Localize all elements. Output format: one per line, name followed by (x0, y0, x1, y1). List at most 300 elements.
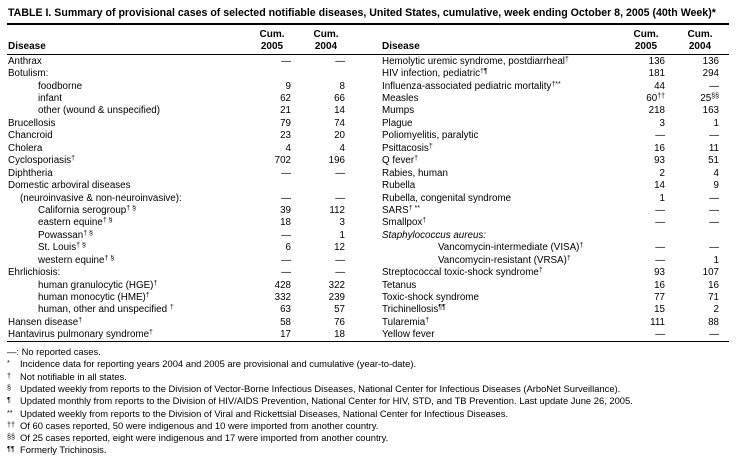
disease-name: Ehrlichiosis: (8, 267, 61, 279)
value: — (709, 80, 719, 92)
cum-value (675, 105, 729, 116)
value: 93 (654, 267, 665, 279)
footnote-marker: † (422, 217, 427, 225)
footnote-symbol: § (7, 382, 11, 392)
cum-value (301, 130, 355, 141)
footnote-marker: † (538, 267, 543, 275)
cum-value (247, 280, 301, 291)
disease-label (381, 205, 621, 216)
table-row (381, 130, 729, 142)
value: 16 (654, 142, 665, 154)
disease-name: human granulocytic (HGE) (38, 279, 154, 291)
table-row (381, 92, 729, 104)
cum-value (247, 155, 301, 166)
cum-value (247, 130, 301, 141)
cum-value (247, 230, 301, 241)
value: 39 (280, 204, 291, 216)
table-row (381, 279, 729, 291)
cum-value (675, 267, 729, 278)
disease-name: Rabies, human (382, 167, 448, 179)
value: 71 (708, 292, 719, 304)
cum-value (301, 143, 355, 154)
value: 136 (648, 55, 665, 67)
disease-name: Plague (382, 117, 413, 129)
value: 6 (285, 242, 291, 254)
cum-value (621, 81, 675, 92)
value: — (655, 130, 665, 142)
value: — (335, 167, 345, 179)
disease-label (7, 93, 247, 104)
disease-label (381, 93, 621, 104)
cum-value (675, 180, 729, 191)
footnote-symbol: * (7, 358, 10, 368)
value: 77 (654, 292, 665, 304)
cum-value (621, 118, 675, 129)
value: 2 (659, 167, 665, 179)
value: 88 (708, 316, 719, 328)
disease-label (381, 168, 621, 179)
table-row (381, 55, 729, 67)
table-row (7, 130, 355, 142)
disease-name: western equine (38, 254, 105, 266)
value: 4 (713, 167, 719, 179)
disease-name: Toxic-shock syndrome (382, 292, 479, 304)
disease-label (7, 155, 247, 166)
value: 62 (280, 93, 291, 105)
footnote-marker: † (149, 329, 153, 337)
table-row (381, 179, 729, 191)
footnote-text: Not notifiable in all states. (20, 370, 127, 382)
value: 16 (654, 279, 665, 291)
table-header-left (7, 25, 355, 54)
disease-name: Poliomyelitis, paralytic (382, 130, 479, 142)
value: — (709, 217, 719, 229)
disease-label (7, 255, 247, 266)
disease-name: Streptococcal toxic-shock syndrome (382, 267, 539, 279)
footnote-text: Formerly Trichinosis. (20, 444, 107, 456)
disease-name: other (wound & unspecified) (38, 105, 160, 117)
value: — (709, 204, 719, 216)
column-header-cum (621, 29, 675, 52)
disease-name: Smallpox (382, 217, 423, 229)
disease-name: foodborne (38, 80, 83, 92)
table-row (7, 55, 355, 67)
value: 16 (708, 279, 719, 291)
disease-label (7, 317, 247, 328)
footnotes (7, 342, 729, 457)
cum-value (301, 217, 355, 228)
table-row (381, 217, 729, 229)
cum-value (247, 168, 301, 179)
table-header-right (381, 25, 729, 54)
disease-name: Rubella, congenital syndrome (382, 192, 512, 204)
value: 8 (339, 80, 345, 92)
disease-label (7, 292, 247, 303)
value: 23 (280, 130, 291, 142)
disease-name: Hemolytic uremic syndrome, postdiarrheal (382, 55, 565, 67)
disease-name: Cholera (8, 142, 43, 154)
table-row (7, 329, 355, 341)
footnote-symbol: ¶ (7, 395, 11, 405)
value: 294 (702, 68, 719, 80)
cum-value (621, 155, 675, 166)
table-row (7, 242, 355, 254)
disease-name: Botulism: (8, 68, 49, 80)
table-row (381, 229, 729, 241)
value: — (655, 329, 665, 341)
value: — (335, 55, 345, 67)
value: 14 (334, 105, 345, 117)
disease-label (381, 81, 621, 92)
cum-value (675, 56, 729, 67)
cum-value (301, 329, 355, 340)
cum-value (675, 193, 729, 204)
table-row (7, 92, 355, 104)
cum-value (675, 217, 729, 228)
cum-value (675, 242, 729, 253)
disease-label (7, 180, 247, 191)
footnote-text: Of 60 cases reported, 50 were indigenous and 10 were imported from another country. (20, 419, 379, 431)
value: 18 (280, 217, 291, 229)
cum-value (621, 317, 675, 328)
table-body-left (7, 55, 355, 341)
cum-value (621, 93, 675, 104)
value: 1 (659, 192, 665, 204)
value: — (335, 192, 345, 204)
cum-value (247, 292, 301, 303)
table-row (7, 155, 355, 167)
value: — (281, 192, 291, 204)
value: — (335, 254, 345, 266)
table-row (381, 167, 729, 179)
cum-value (675, 68, 729, 79)
value: 15 (654, 304, 665, 316)
disease-name: (neuroinvasive & non-neuroinvasive): (20, 192, 182, 204)
footnote-symbol: †† (7, 419, 15, 429)
cum-value (301, 155, 355, 166)
table-row (381, 254, 729, 266)
table-row (7, 229, 355, 241)
value: — (655, 242, 665, 254)
cum-value (621, 193, 675, 204)
disease-label (381, 280, 621, 291)
footnote-marker: † (78, 316, 83, 324)
value: — (281, 229, 291, 241)
value-footnote-marker: §§ (711, 93, 719, 101)
disease-label (381, 329, 621, 340)
value: 79 (280, 117, 291, 129)
footnote-marker: †** (551, 80, 561, 88)
column-header-cum (675, 29, 729, 52)
table-row (381, 105, 729, 117)
value: — (281, 267, 291, 279)
table-row (7, 117, 355, 129)
table-row (381, 242, 729, 254)
value: — (281, 254, 291, 266)
table-row (381, 155, 729, 167)
table-row (7, 167, 355, 179)
value: 1 (713, 254, 719, 266)
value: 63 (280, 304, 291, 316)
value: 9 (285, 80, 291, 92)
table-header (7, 25, 729, 54)
table-body (7, 55, 729, 341)
cum-value (621, 130, 675, 141)
cum-value (675, 81, 729, 92)
value: 66 (334, 93, 345, 105)
table-body-right (381, 55, 729, 341)
footnote-text: Updated monthly from reports to the Division of HIV/AIDS Prevention, National Center for HIV, STD, and TB Prevention. Last update June 26, 2005. (20, 395, 633, 407)
disease-label (381, 130, 621, 141)
disease-name: SARS (382, 204, 409, 216)
cum-value (247, 143, 301, 154)
footnote-marker: † ** (408, 204, 420, 212)
table-row (7, 316, 355, 328)
disease-label (7, 105, 247, 116)
cum-value (675, 255, 729, 266)
disease-label (7, 68, 247, 79)
disease-label (7, 205, 247, 216)
disease-name: Anthrax (8, 55, 42, 67)
disease-label (381, 193, 621, 204)
table-row (381, 316, 729, 328)
disease-name: Hantavirus pulmonary syndrome (8, 329, 150, 341)
footnote-marker: † (579, 242, 584, 250)
disease-label (381, 105, 621, 116)
table-row (7, 80, 355, 92)
disease-label (381, 292, 621, 303)
cum-value (675, 118, 729, 129)
footnote-marker: † § (104, 254, 115, 262)
cum-value (247, 193, 301, 204)
footnote-marker: † (564, 55, 569, 63)
disease-label (7, 193, 247, 204)
value: 4 (339, 142, 345, 154)
cum-value (675, 93, 729, 104)
cum-value (301, 118, 355, 129)
footnote-symbol: † (7, 370, 11, 380)
disease-name: Trichinellosis (382, 304, 439, 316)
cum-value (301, 292, 355, 303)
disease-name: Hansen disease (8, 316, 79, 328)
disease-name: Cyclosporiasis (8, 155, 72, 167)
cum-value (301, 81, 355, 92)
cum-value (621, 255, 675, 266)
value: — (281, 55, 291, 67)
footnote-line (7, 408, 729, 420)
disease-name: human, other and unspecified (38, 304, 170, 316)
table-row (381, 266, 729, 278)
cum-value (301, 317, 355, 328)
value: 57 (334, 304, 345, 316)
table-row (381, 142, 729, 154)
cum-value (621, 267, 675, 278)
cum-value (621, 168, 675, 179)
disease-name: Psittacosis (382, 142, 429, 154)
cum-value (301, 304, 355, 315)
disease-label (7, 56, 247, 67)
disease-label (7, 118, 247, 129)
cum-value (301, 242, 355, 253)
footnote-marker: † § (76, 242, 86, 250)
value: 11 (708, 142, 719, 154)
value: 18 (334, 329, 345, 341)
disease-name: Powassan (38, 229, 84, 241)
value: — (335, 267, 345, 279)
cum-value (247, 255, 301, 266)
table-row (381, 291, 729, 303)
cum-value (621, 180, 675, 191)
cum-value (675, 280, 729, 291)
table-title: TABLE I. Summary of provisional cases of selected notifiable diseases, United States, cumulative, week ending October 8, 2005 (40th Week)* (8, 7, 716, 19)
disease-label (7, 81, 247, 92)
cum-value (247, 205, 301, 216)
value: 12 (334, 242, 345, 254)
disease-name: Tetanus (382, 279, 417, 291)
value: 112 (329, 204, 345, 216)
disease-label (381, 230, 621, 241)
disease-label (381, 68, 621, 79)
disease-name: Yellow fever (382, 329, 435, 341)
table-row (7, 291, 355, 303)
cum-value (247, 242, 301, 253)
footnote-line (7, 371, 729, 383)
value: — (709, 242, 719, 254)
value: 111 (650, 316, 665, 328)
footnote-marker: † (428, 142, 433, 150)
table-row (381, 80, 729, 92)
value: 74 (334, 117, 345, 129)
column-header-disease: Disease (8, 41, 46, 52)
disease-label (7, 329, 247, 340)
cum-value (301, 230, 355, 241)
footnote-marker: † (145, 292, 150, 300)
value: — (655, 204, 665, 216)
disease-name: Measles (382, 93, 419, 105)
column-header-disease: Disease (382, 41, 420, 52)
disease-name: Rubella (382, 180, 416, 192)
value: — (655, 217, 665, 229)
disease-name: infant (38, 93, 62, 105)
cum-value (621, 56, 675, 67)
table-row (381, 304, 729, 316)
footnote-marker: † (169, 304, 174, 312)
disease-name: Tularemia (382, 316, 426, 328)
disease-name: Q fever (382, 155, 415, 167)
cum-value (675, 155, 729, 166)
value: 60 (646, 93, 658, 105)
cum-value (621, 304, 675, 315)
disease-label (381, 56, 621, 67)
value: 332 (274, 292, 291, 304)
value: 14 (654, 180, 665, 192)
table-row (381, 67, 729, 79)
column-header-row (7, 25, 355, 54)
cum-value (301, 255, 355, 266)
table-row (381, 329, 729, 341)
value: — (655, 254, 665, 266)
value: 136 (702, 55, 719, 67)
cum-value (621, 242, 675, 253)
cum-value (247, 118, 301, 129)
disease-label (381, 180, 621, 191)
disease-label (381, 317, 621, 328)
disease-name: California serogroup (38, 204, 127, 216)
footnote-line (7, 395, 729, 407)
cum-label: Cum. (259, 29, 285, 40)
year-label: 2004 (314, 40, 338, 52)
footnote-line (7, 420, 729, 432)
disease-name: Vancomycin-intermediate (VISA) (438, 242, 580, 254)
value: 9 (713, 180, 719, 192)
footnote-text: Incidence data for reporting years 2004 and 2005 are provisional and cumulative (year-to-date). (20, 358, 417, 370)
year-label: 2005 (260, 40, 284, 52)
disease-label (381, 155, 621, 166)
footnote-marker: † (71, 155, 76, 163)
footnote-line (7, 346, 729, 358)
footnote-marker: ¶¶ (438, 304, 446, 312)
value: 181 (648, 68, 665, 80)
value: 163 (702, 105, 719, 117)
table-row (381, 192, 729, 204)
table-row (7, 304, 355, 316)
cum-label: Cum. (313, 29, 339, 40)
column-header-cum (247, 29, 301, 52)
value: 58 (280, 316, 291, 328)
footnote-marker: † (153, 279, 158, 287)
table-row (7, 254, 355, 266)
value: — (709, 192, 719, 204)
disease-name: human monocytic (HME) (38, 292, 146, 304)
cum-value (675, 205, 729, 216)
value: 107 (702, 267, 719, 279)
footnote-marker: † (414, 155, 419, 163)
value: 17 (280, 329, 291, 341)
cum-value (247, 217, 301, 228)
cum-value (247, 93, 301, 104)
footnote-line (7, 383, 729, 395)
cum-value (247, 317, 301, 328)
table-row (7, 67, 355, 79)
disease-label (7, 304, 247, 315)
footnote-text: Updated weekly from reports to the Division of Viral and Rickettsial Diseases, National Center for Infectious Diseases. (20, 407, 509, 419)
footnote-symbol: ¶¶ (7, 444, 15, 454)
cum-value (301, 193, 355, 204)
value: 4 (285, 142, 291, 154)
cum-value (247, 267, 301, 278)
cum-value (621, 329, 675, 340)
cum-value (621, 105, 675, 116)
value: 196 (328, 155, 345, 167)
value-footnote-marker: †† (657, 93, 665, 101)
disease-label (381, 255, 621, 266)
disease-name: St. Louis (38, 242, 77, 254)
value: 2 (713, 304, 719, 316)
disease-label (381, 267, 621, 278)
disease-label (381, 118, 621, 129)
cum-value (301, 280, 355, 291)
footnote-symbol: §§ (7, 432, 15, 442)
disease-name: Influenza-associated pediatric mortality (382, 80, 552, 92)
disease-label (7, 242, 247, 253)
cum-value (301, 168, 355, 179)
cum-value (675, 143, 729, 154)
cum-value (621, 205, 675, 216)
table-row (7, 179, 355, 191)
cum-value (675, 130, 729, 141)
table-row (7, 266, 355, 278)
disease-name: Diphtheria (8, 167, 53, 179)
